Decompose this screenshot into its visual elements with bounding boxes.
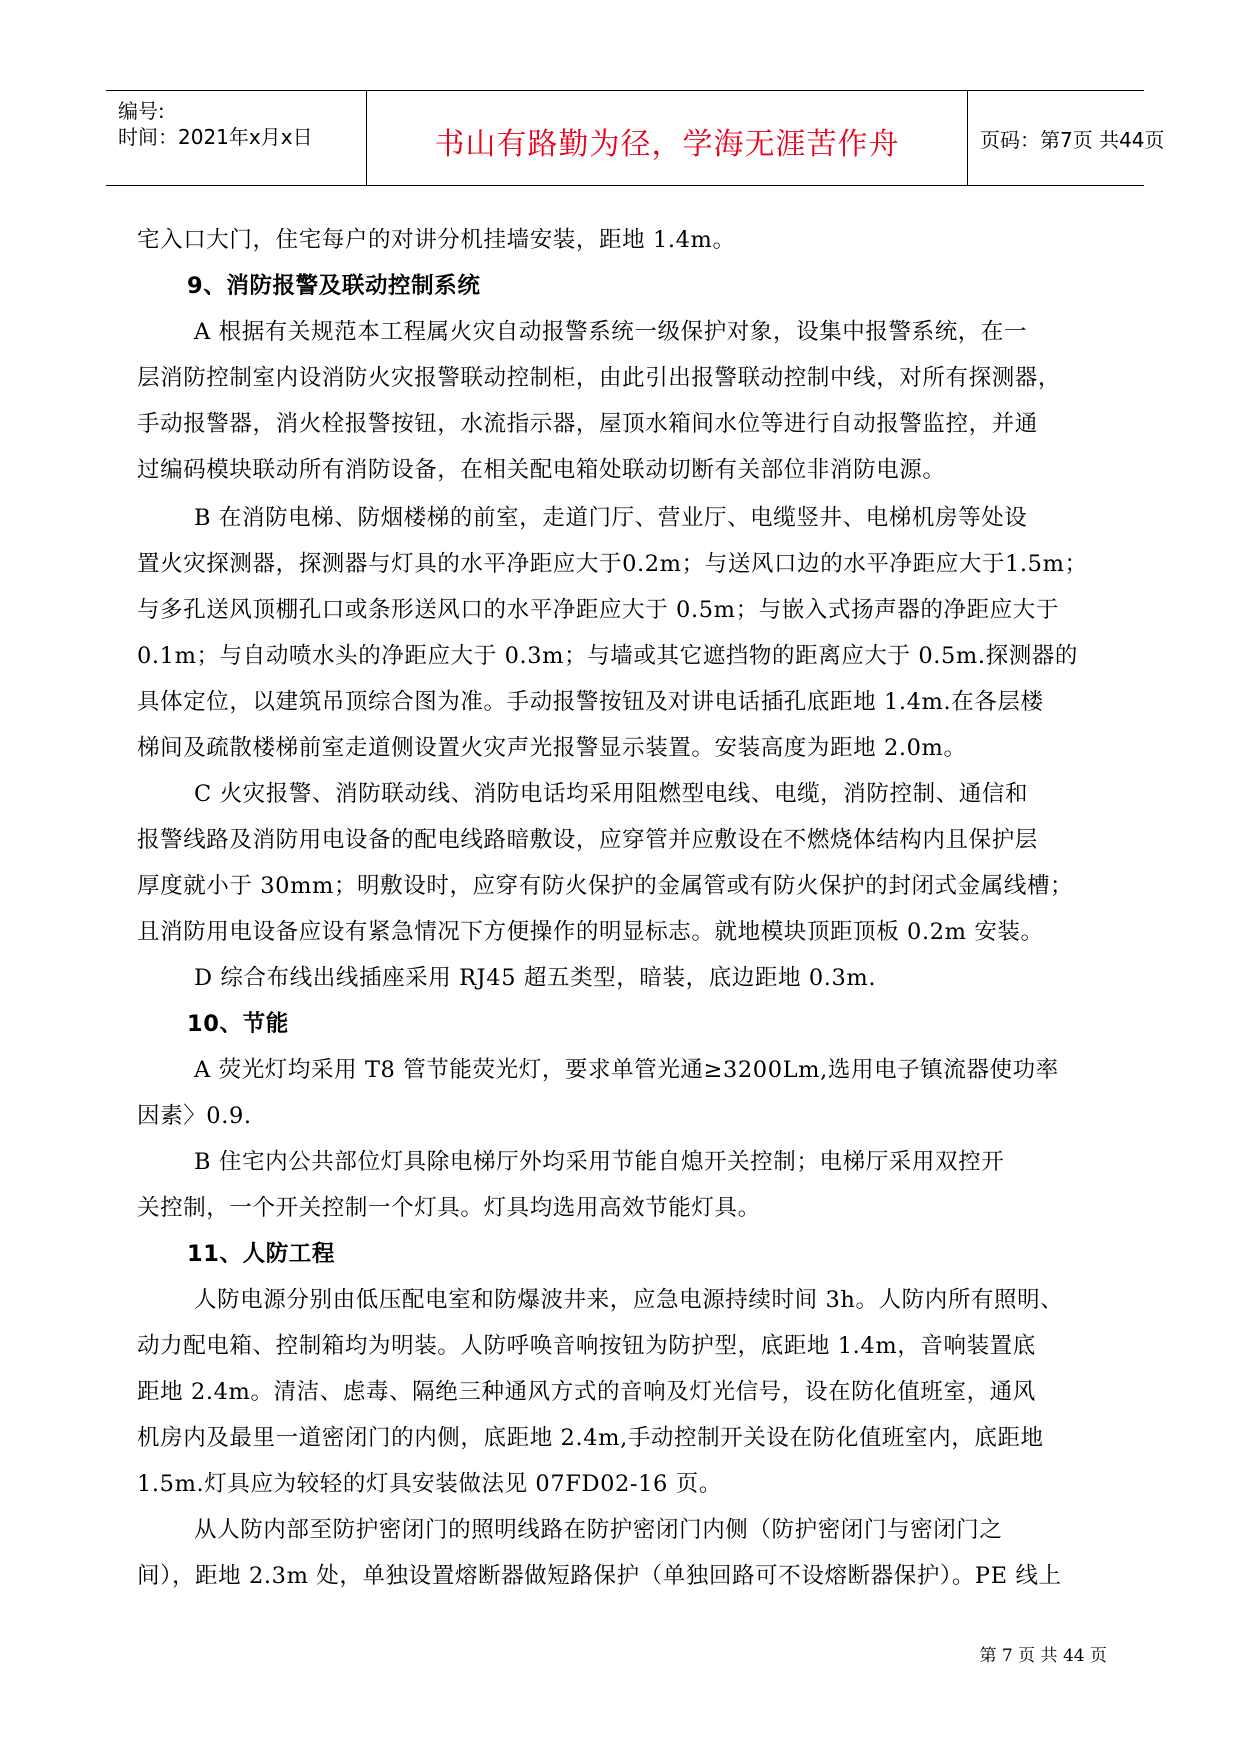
text-line: 机房内及最里一道密闭门的内侧，底距地 2.4m,手动控制开关设在防化值班室内，底距地 [137, 1425, 1044, 1451]
text-line: 报警线路及消防用电设备的配电线路暗敷设，应穿管并应敷设在不燃烧体结构内且保护层 [137, 827, 1038, 853]
motto: 书山有路勤为径，学海无涯苦作舟 [434, 127, 900, 162]
text-line: 且消防用电设备应设有紧急情况下方便操作的明显标志。就地模块顶距顶板 0.2m 安装。 [137, 919, 1044, 945]
section-heading: 11、人防工程 [187, 1241, 336, 1267]
text-line: 具体定位，以建筑吊顶综合图为准。手动报警按钮及对讲电话插孔底距地 1.4m.在各层楼 [137, 689, 1044, 715]
text-line: 置火灾探测器，探测器与灯具的水平净距应大于0.2m；与送风口边的水平净距应大于1.5m； [137, 551, 1088, 577]
page-footer: 第 7 页 共 44 页 [979, 1646, 1107, 1666]
text-line: 人防电源分别由低压配电室和防爆波井来，应急电源持续时间 3h。人防内所有照明、 [194, 1287, 1064, 1313]
text-line: B 在消防电梯、防烟楼梯的前室，走道门厅、营业厅、电缆竖井、电梯机房等处设 [194, 505, 1028, 531]
text-line: B 住宅内公共部位灯具除电梯厅外均采用节能自熄开关控制；电梯厅采用双控开 [194, 1149, 1005, 1175]
text-line: A 荧光灯均采用 T8 管节能荧光灯，要求单管光通≥3200Lm,选用电子镇流器使功率 [194, 1057, 1059, 1083]
text-line: 动力配电箱、控制箱均为明装。人防呼唤音响按钮为防护型，底距地 1.4m，音响装置底 [137, 1333, 1036, 1359]
page-header [106, 90, 1165, 186]
page-number-label: 页码：第7页 共44页 [980, 128, 1165, 152]
text-line: 因素〉0.9. [137, 1103, 252, 1129]
text-line: 1.5m.灯具应为较轻的灯具安装做法见 07FD02-16 页。 [137, 1471, 722, 1497]
text-line: 间），距地 2.3m 处，单独设置熔断器做短路保护（单独回路可不设熔断器保护）。PE 线上 [137, 1563, 1062, 1589]
text-line: 距地 2.4m。清洁、虑毒、隔绝三种通风方式的音响及灯光信号，设在防化值班室，通风 [137, 1379, 1036, 1405]
section-heading: 10、节能 [187, 1011, 289, 1037]
time-label: 时间：2021年x月x日 [118, 125, 313, 149]
header-right-cell [968, 91, 1165, 185]
text-line: A 根据有关规范本工程属火灾自动报警系统一级保护对象，设集中报警系统，在一 [194, 319, 1028, 345]
text-line: 层消防控制室内设消防火灾报警联动控制柜，由此引出报警联动控制中线，对所有探测器， [137, 365, 1062, 391]
text-line: 梯间及疏散楼梯前室走道侧设置火灾声光报警显示装置。安装高度为距地 2.0m。 [137, 735, 967, 761]
text-line: 0.1m；与自动喷水头的净距应大于 0.3m；与墙或其它遮挡物的距离应大于 0.5m.探测器的 [137, 643, 1079, 669]
text-line: 过编码模块联动所有消防设备，在相关配电箱处联动切断有关部位非消防电源。 [137, 457, 946, 483]
serial-label: 编号: [118, 99, 165, 123]
header-motto-cell [366, 91, 968, 185]
text-line: 从人防内部至防护密闭门的照明线路在防护密闭门内侧（防护密闭门与密闭门之 [194, 1517, 1003, 1543]
text-line: 手动报警器，消火栓报警按钮，水流指示器，屋顶水箱间水位等进行自动报警监控，并通 [137, 411, 1038, 437]
header-left-cell [106, 91, 366, 185]
text-line: D 综合布线出线插座采用 RJ45 超五类型，暗装，底边距地 0.3m. [194, 965, 877, 991]
text-line: C 火灾报警、消防联动线、消防电话均采用阻燃型电线、电缆，消防控制、通信和 [194, 781, 1029, 807]
text-line: 与多孔送风顶棚孔口或条形送风口的水平净距应大于 0.5m；与嵌入式扬声器的净距应大于 [137, 597, 1059, 623]
text-line: 宅入口大门，住宅每户的对讲分机挂墙安装，距地 1.4m。 [137, 227, 736, 253]
text-line: 关控制，一个开关控制一个灯具。灯具均选用高效节能灯具。 [137, 1195, 761, 1221]
text-line: 厚度就小于 30mm；明敷设时，应穿有防火保护的金属管或有防火保护的封闭式金属线槽； [137, 873, 1074, 899]
section-heading: 9、消防报警及联动控制系统 [187, 273, 481, 299]
